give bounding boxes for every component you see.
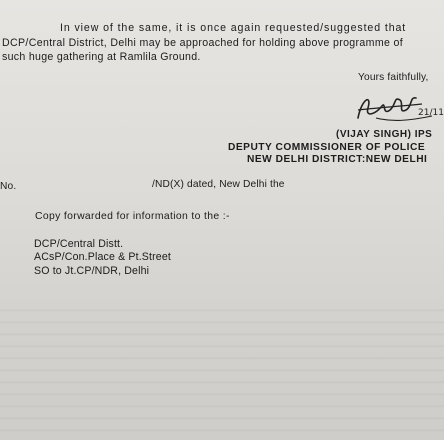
paragraph-line-3: such huge gathering at Ramlila Ground.	[2, 51, 201, 63]
signature	[352, 88, 444, 132]
recipient-1: DCP/Central Distt.	[34, 238, 124, 250]
signatory-district: NEW DELHI DISTRICT:NEW DELHI	[247, 154, 428, 165]
signature-date: 21/11	[418, 108, 444, 118]
signatory-designation: DEPUTY COMMISSIONER OF POLICE	[228, 142, 426, 153]
reference-no-label: No.	[0, 181, 17, 192]
paragraph-line-2: DCP/Central District, Delhi may be approached for holding above programme of	[2, 37, 404, 49]
bleed-through-text	[0, 300, 444, 440]
signatory-name: (VIJAY SINGH) IPS	[336, 129, 433, 140]
paragraph-line-1: In view of the same, it is once again requested/suggested that	[60, 22, 407, 34]
recipient-2: ACsP/Con.Place & Pt.Street	[34, 251, 171, 263]
recipient-3: SO to Jt.CP/NDR, Delhi	[34, 265, 150, 277]
closing: Yours faithfully,	[358, 72, 429, 83]
copy-forwarded-line: Copy forwarded for information to the :-	[35, 211, 230, 222]
reference-dated: /ND(X) dated, New Delhi the	[152, 179, 285, 190]
